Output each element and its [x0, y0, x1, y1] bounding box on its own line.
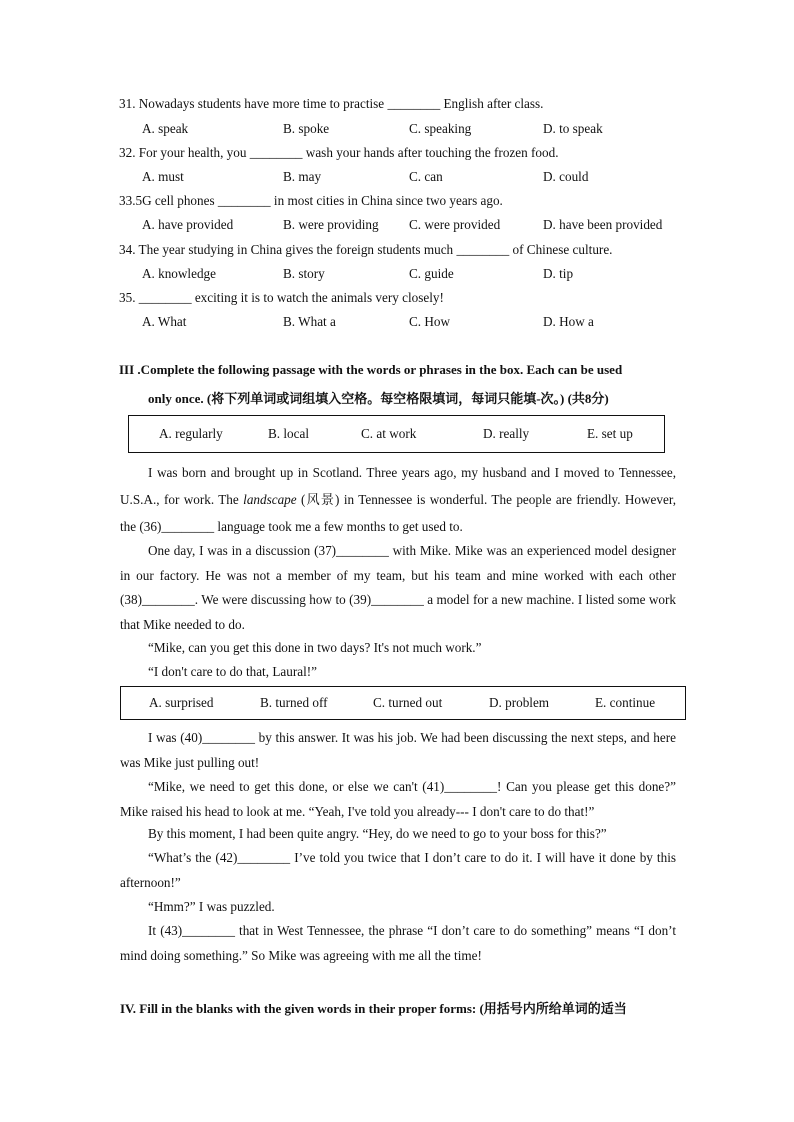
section-4-title: IV. Fill in the blanks with the given words in their proper forms: (用括号内所给单词的适当: [120, 1001, 627, 1016]
q34-option-d: D. tip: [543, 266, 574, 281]
passage-paragraph-3: “Mike, can you get this done in two days? It's not much work.”: [148, 640, 482, 655]
question-35: 35. ________ exciting it is to watch the animals very closely!: [119, 290, 444, 305]
passage-paragraph-5: I was (40)________ by this answer. It was his job. We had been discussing the next steps, and here was Mike just pulling out!: [120, 730, 676, 770]
section-3-title-line-1: III .Complete the following passage with the words or phrases in the box. Each can be used: [119, 362, 623, 377]
passage-paragraph-8: “What’s the (42)________ I’ve told you twice that I don’t care to do it. I will have it done by this afternoon!”: [120, 850, 676, 890]
q32-option-c: C. can: [409, 169, 443, 184]
passage-paragraph-2: One day, I was in a discussion (37)________ with Mike. Mike was an experienced model designer in our factory. He was not a member of my team, but his team and mine worked with each other (38)________. We were discussing how to (39)________ a model for a new machine. I listed some work that Mike needed to do.: [120, 543, 676, 632]
word-box-1-option-c: C. at work: [361, 426, 417, 441]
q34-option-c: C. guide: [409, 266, 454, 281]
q32-option-a: A. must: [142, 169, 184, 184]
word-box-1: [128, 415, 665, 453]
q31-option-b: B. spoke: [283, 121, 330, 136]
q33-option-b: B. were providing: [283, 217, 379, 232]
passage-paragraph-1: [120, 459, 676, 540]
q35-option-a: A. What: [142, 314, 187, 329]
passage-paragraph-9: “Hmm?” I was puzzled.: [148, 899, 275, 914]
section-3-title-line-2: only once. (将下列单词或词组填入空格。每空格限填词，每词只能填-次。) (共8分): [148, 391, 609, 406]
word-box-2-option-c: C. turned out: [373, 695, 443, 710]
q33-option-d: D. have been provided: [543, 217, 663, 232]
question-32: 32. For your health, you ________ wash your hands after touching the frozen food.: [119, 145, 559, 160]
q32-option-d: D. could: [543, 169, 589, 184]
landscape-word: landscape: [243, 492, 297, 507]
q35-option-c: C. How: [409, 314, 451, 329]
q33-option-a: A. have provided: [142, 217, 234, 232]
word-box-2: [120, 686, 686, 720]
q31-option-d: D. to speak: [543, 121, 603, 136]
q35-option-b: B. What a: [283, 314, 336, 329]
passage-paragraph-10: It (43)________ that in West Tennessee, the phrase “I don’t care to do something” means “I don’t mind doing something.” So Mike was agreeing with me all the time!: [120, 923, 676, 963]
passage-paragraph-6: “Mike, we need to get this done, or else we can't (41)________! Can you please get this done?” Mike raised his head to look at me. “Yeah, I've told you already--- I don't care to do that!”: [120, 779, 676, 819]
word-box-1-option-d: D. really: [483, 426, 530, 441]
q34-option-a: A. knowledge: [142, 266, 216, 281]
word-box-2-option-e: E. continue: [595, 695, 656, 710]
word-box-2-option-d: D. problem: [489, 695, 550, 710]
passage-paragraph-7: By this moment, I had been quite angry. “Hey, do we need to go to your boss for this?”: [148, 826, 607, 841]
word-box-1-option-a: A. regularly: [159, 426, 223, 441]
passage-paragraph-4: “I don't care to do that, Laural!”: [148, 664, 317, 679]
q32-option-b: B. may: [283, 169, 322, 184]
word-box-1-option-b: B. local: [268, 426, 310, 441]
q31-option-c: C. speaking: [409, 121, 472, 136]
word-box-2-option-b: B. turned off: [260, 695, 328, 710]
q34-option-b: B. story: [283, 266, 325, 281]
q35-option-d: D. How a: [543, 314, 594, 329]
q31-option-a: A. speak: [142, 121, 189, 136]
question-34: 34. The year studying in China gives the foreign students much ________ of Chinese culture.: [119, 242, 613, 257]
passage-text: (风景) in Tennessee is wonderful. The people are friendly. However, the (36)________ language took me a few months to get used to.: [120, 492, 676, 534]
question-33: 33.5G cell phones ________ in most cities in China since two years ago.: [119, 193, 503, 208]
passage-text: I was born and brought up in Scotland. Three years ago, my husband and I moved to Tennessee, U.S.A., for work. The: [120, 465, 676, 507]
question-31: 31. Nowadays students have more time to practise ________ English after class.: [119, 96, 544, 111]
q33-option-c: C. were provided: [409, 217, 501, 232]
word-box-1-option-e: E. set up: [587, 426, 633, 441]
word-box-2-option-a: A. surprised: [149, 695, 214, 710]
